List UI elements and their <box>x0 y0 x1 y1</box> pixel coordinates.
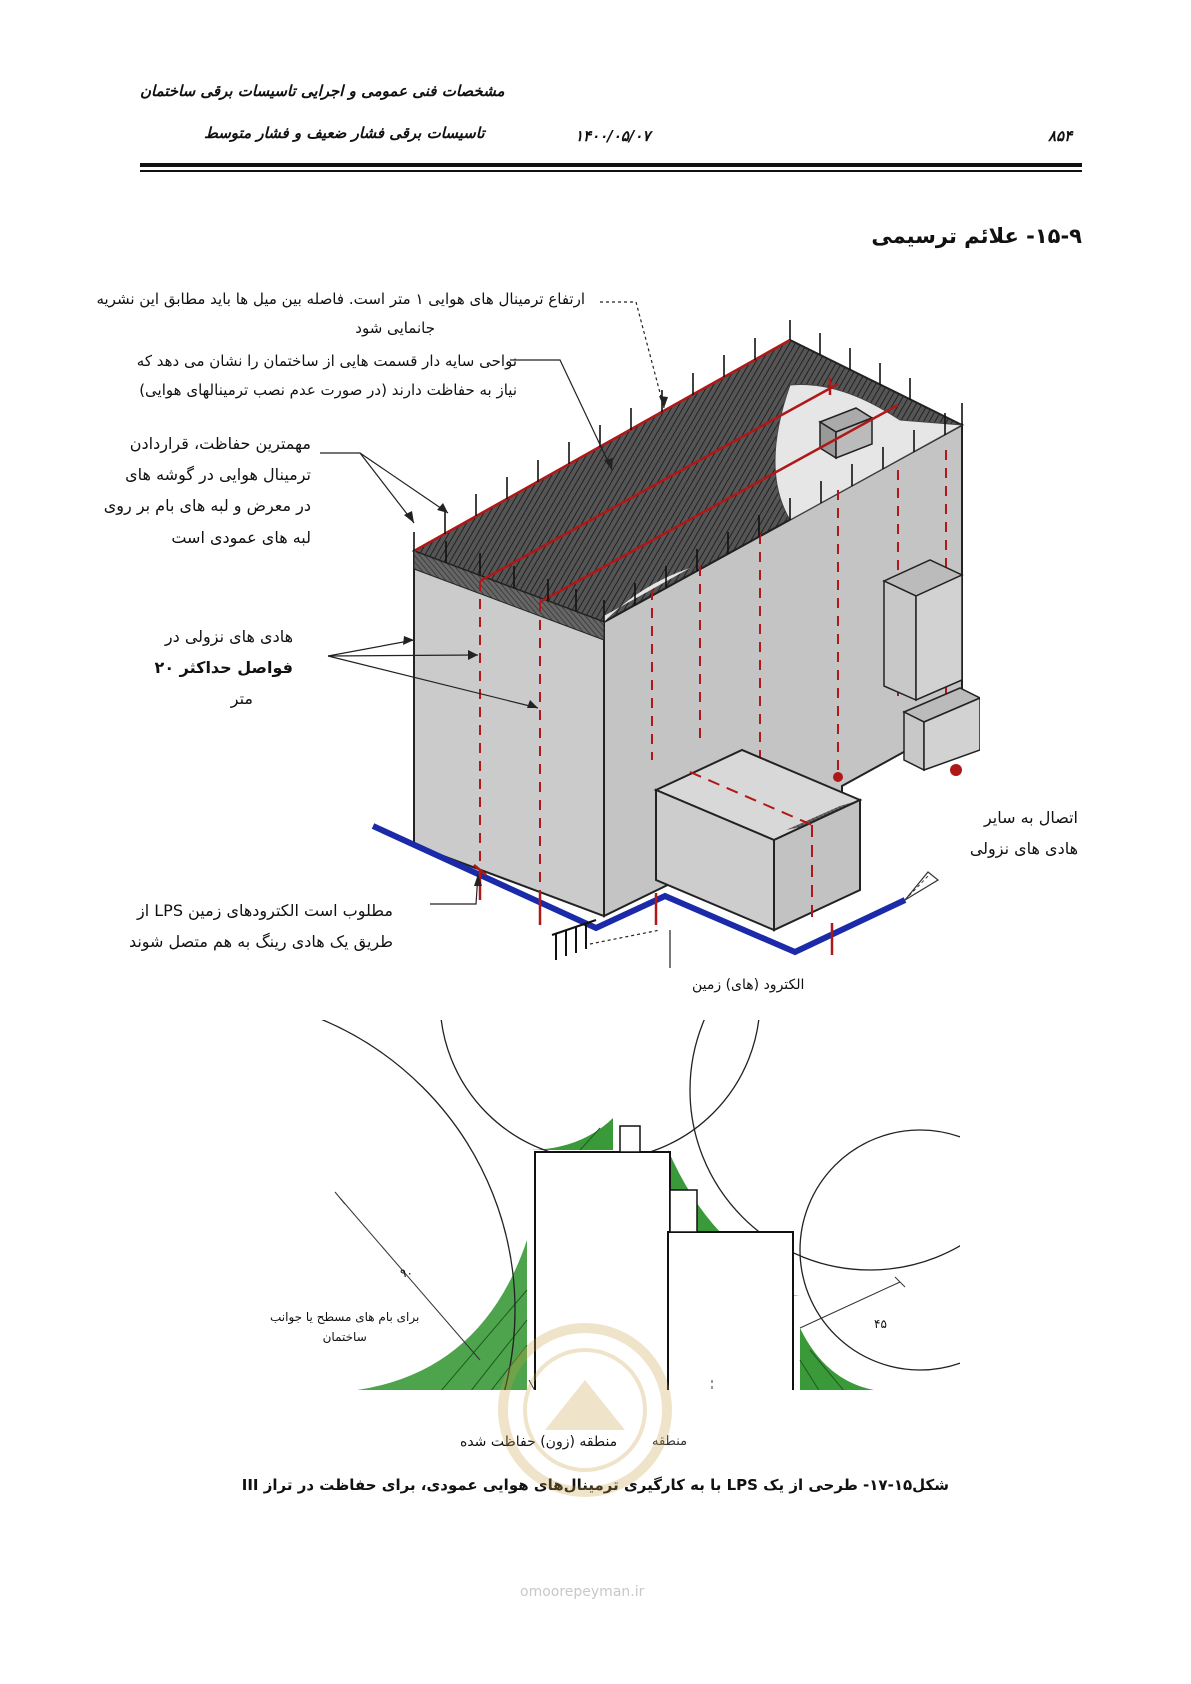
annotation-line: جانمایی شود <box>355 319 435 338</box>
annotation-line: اتصال به سایر <box>983 808 1078 827</box>
annotation-line: فواصل حداکثر ۲۰ <box>154 658 293 678</box>
annotation-ground-ring <box>33 895 393 957</box>
note-line: ساختمان <box>322 1330 367 1344</box>
annotation-shaded-areas <box>37 347 517 406</box>
section-title: ۱۵-۹- علائم ترسیمی <box>871 224 1082 248</box>
annotation-line: ارتفاع ترمینال های هوایی ۱ متر است. فاصله بین میل ها باید مطابق این نشریه <box>96 290 585 308</box>
note-line: برای بام های مسطح یا جوانب <box>270 1310 420 1324</box>
watermark-seal <box>495 1320 675 1500</box>
annotation-line: متر <box>230 689 253 709</box>
annotation-line: مهمترین حفاظت، قراردادن <box>129 434 311 453</box>
figure-caption: شکل۱۵-۱۷- طرحی از یک LPS با به کارگیری ترمینال‌های هوایی عمودی، برای حفاظت در تراز III <box>241 1476 949 1494</box>
zone-label-right: منطقه <box>652 1434 688 1449</box>
header-title-line1: مشخصات فنی عمومی و اجرایی تاسیسات برقی ساختمان <box>140 82 505 100</box>
annotation-line: طریق یک هادی رینگ به هم متصل شوند <box>128 932 393 952</box>
radius-label-90: ۹۰ <box>400 1266 413 1280</box>
protected-zone-label: منطقه (زون) حفاظت شده <box>460 1434 618 1450</box>
annotation-connect-down <box>878 802 1078 864</box>
annotation-line: در معرض و لبه های بام بر روی <box>103 496 311 516</box>
annotation-down-conductors <box>93 621 293 715</box>
flat-roof-note <box>270 1310 419 1344</box>
annotation-earth-electrodes: الکترود (های) زمین <box>692 977 805 993</box>
annotation-line: نیاز به حفاظت دارند (در صورت عدم نصب ترمینالهای هوایی) <box>139 381 517 400</box>
zone-roof-gap <box>527 1118 613 1150</box>
annotation-line: ترمینال هوایی در گوشه های <box>125 465 311 485</box>
annotation-line: هادی های نزولی <box>969 839 1078 859</box>
radius-label-45: ۴۵ <box>874 1317 887 1331</box>
page-number: ۸۵۴ <box>1048 127 1073 145</box>
watermark-url: omoorepeyman.ir <box>520 1584 645 1600</box>
annotation-line: نواحی سایه دار قسمت هایی از ساختمان را نشان می دهد که <box>136 352 517 370</box>
annotation-line: لبه های عمودی است <box>171 527 311 547</box>
header-title-line2: تاسیسات برقی فشار ضعیف و فشار متوسط <box>204 124 485 142</box>
annotation-line: هادی های نزولی در <box>164 627 293 646</box>
annotation-air-terminal-height <box>25 285 585 344</box>
annotation-line: مطلوب است الکترودهای زمین LPS از <box>136 901 393 920</box>
header-date: ۱۴۰۰/۰۵/۰۷ <box>575 127 651 145</box>
annotation-corner-protection <box>11 428 311 553</box>
